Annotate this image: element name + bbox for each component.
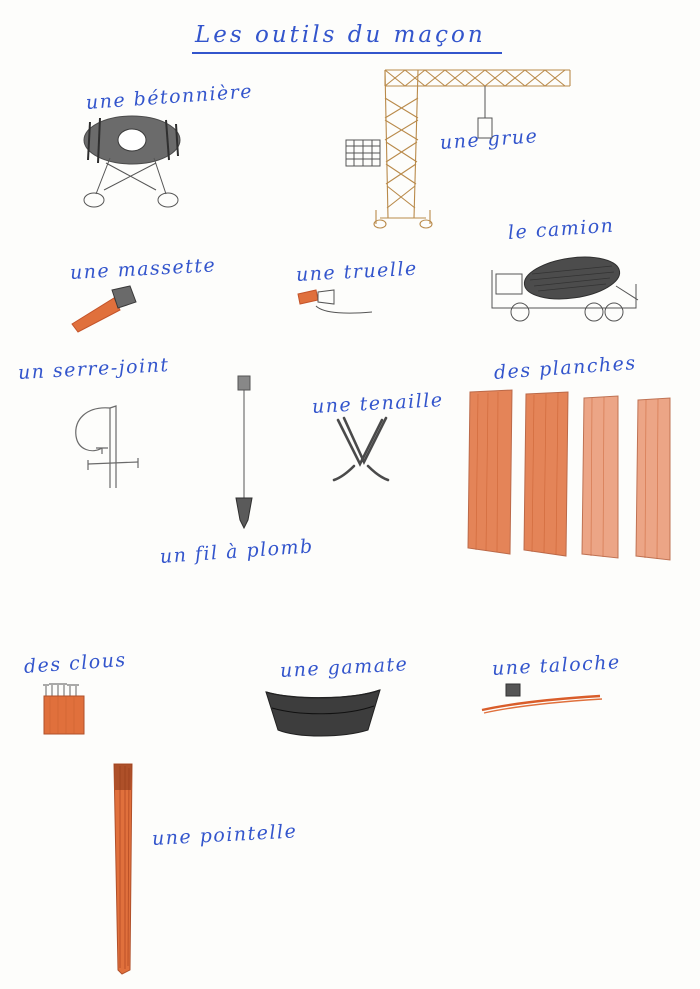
club-hammer-icon: [62, 282, 162, 337]
mortar-tub-icon: [262, 686, 392, 746]
label-gamate: une gamate: [279, 653, 409, 682]
title-underline: [192, 52, 502, 54]
label-planches: des planches: [493, 352, 638, 384]
label-truelle: une truelle: [295, 257, 419, 286]
label-camion: le camion: [507, 214, 616, 244]
planks-icon: [466, 386, 686, 566]
truck-icon: [486, 244, 646, 334]
label-tenaille: une tenaille: [311, 389, 445, 418]
label-pointelle: une pointelle: [151, 820, 298, 850]
pincers-icon: [316, 414, 406, 494]
label-betonniere: une bétonnière: [85, 80, 254, 114]
chisel-bar-icon: [104, 760, 154, 980]
label-grue: une grue: [439, 125, 540, 154]
plumb-line-icon: [224, 372, 274, 532]
label-fil-a-plomb: un fil à plomb: [159, 535, 315, 568]
float-icon: [478, 682, 608, 722]
clamp-icon: [58, 392, 168, 502]
crane-icon: [340, 58, 590, 233]
trowel-icon: [294, 284, 384, 324]
label-serre-joint: un serre-joint: [17, 354, 170, 384]
page-title: Les outils du maçon: [195, 22, 486, 48]
label-clous: des clous: [23, 648, 128, 678]
label-taloche: une taloche: [491, 651, 622, 680]
label-massette: une massette: [69, 254, 217, 284]
concrete-mixer-icon: [70, 108, 200, 218]
nails-icon: [38, 678, 108, 748]
